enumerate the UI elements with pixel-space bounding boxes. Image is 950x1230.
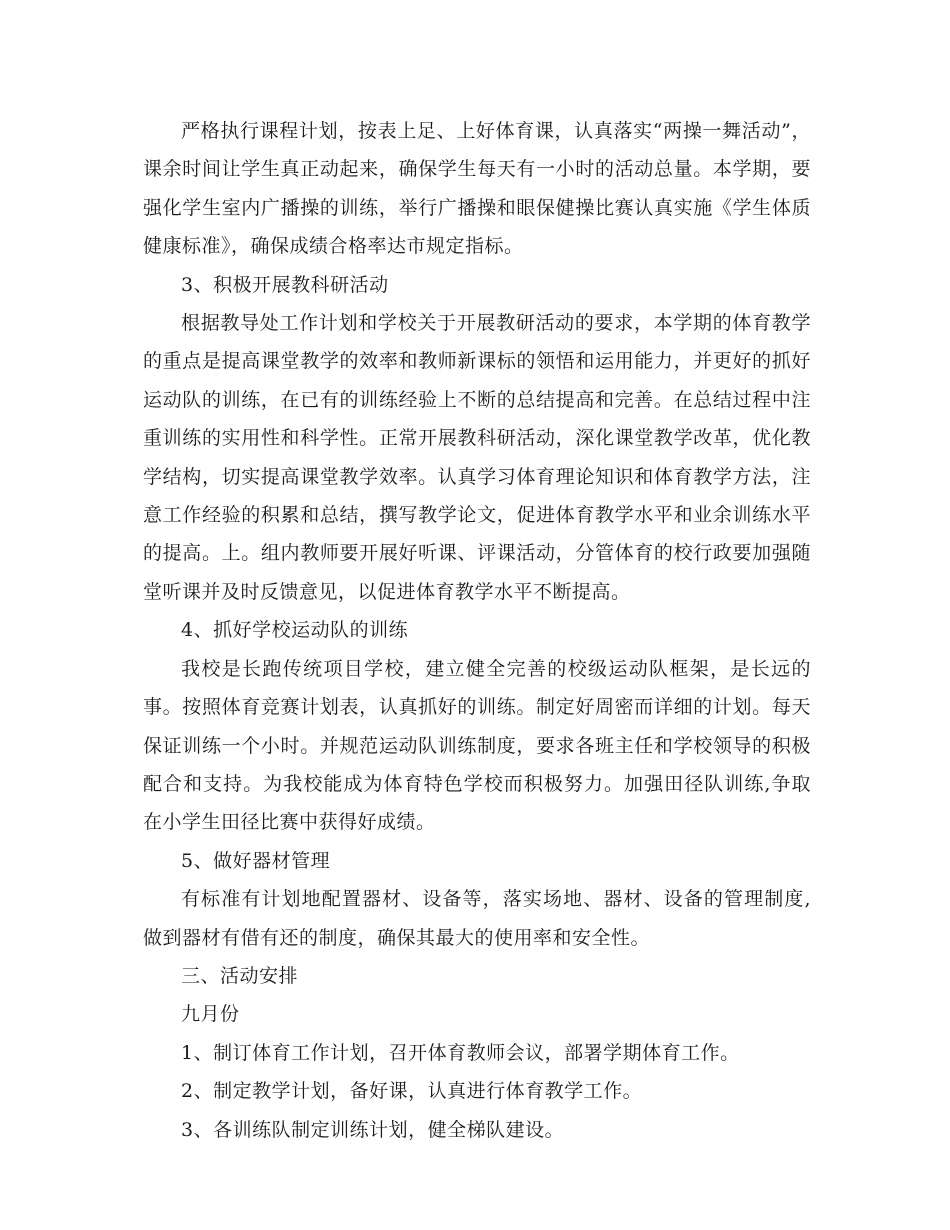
heading-september: 九月份 bbox=[181, 1003, 240, 1026]
paragraph-research-activities: 根据教导处工作计划和学校关于开展教研活动的要求，本学期的体育教学的重点是提高课堂教学的效率和教师新课标的领悟和运用能力，并更好的抓好运动队的训练，在已有的训练经验上不断的总结提高和完善。在总结过程中注重训练的实用性和科学性。正常开展教科研活动，深化课堂教学改革，优化教学结构，切实提高课堂教学效率。认真学习体育理论知识和体育教学方法，注意工作经验的积累和总结，撰写教学论文，促进体育教学水平和业余训练水平的提高。上。组内教师要开展好听课、评课活动，分管体育的校行政要加强随堂听课并及时反馈意见，以促进体育教学水平不断提高。 bbox=[143, 312, 811, 603]
document-body bbox=[143, 112, 811, 1149]
paragraph-equipment-management: 有标准有计划地配置器材、设备等，落实场地、器材、设备的管理制度,做到器材有借有还的制度，确保其最大的使用率和安全性。 bbox=[143, 888, 811, 949]
heading-sports-team-training: 4、抓好学校运动队的训练 bbox=[181, 619, 409, 642]
heading-equipment-management: 5、做好器材管理 bbox=[181, 849, 331, 872]
list-item-september-1: 1、制订体育工作计划，召开体育教师会议，部署学期体育工作。 bbox=[181, 1041, 740, 1064]
paragraph-sports-team-training: 我校是长跑传统项目学校，建立健全完善的校级运动队框架，是长远的事。按照体育竞赛计划表，认真抓好的训练。制定好周密而详细的计划。每天保证训练一个小时。并规范运动队训练制度，要求各班主任和学校领导的积极配合和支持。为我校能成为体育特色学校而积极努力。加强田径队训练,争取在小学生田径比赛中获得好成绩。 bbox=[143, 657, 811, 834]
paragraph-course-plan: 严格执行课程计划，按表上足、上好体育课，认真落实“两操一舞活动”，课余时间让学生真正动起来，确保学生每天有一小时的活动总量。本学期，要强化学生室内广播操的训练，举行广播操和眼保健操比赛认真实施《学生体质健康标准》，确保成绩合格率达市规定指标。 bbox=[143, 120, 811, 258]
heading-research-activities: 3、积极开展教科研活动 bbox=[181, 273, 389, 296]
list-item-september-2: 2、制定教学计划，备好课，认真进行体育教学工作。 bbox=[181, 1080, 643, 1103]
heading-activity-schedule: 三、活动安排 bbox=[181, 964, 299, 987]
list-item-september-3: 3、各训练队制定训练计划，健全梯队建设。 bbox=[181, 1118, 565, 1141]
